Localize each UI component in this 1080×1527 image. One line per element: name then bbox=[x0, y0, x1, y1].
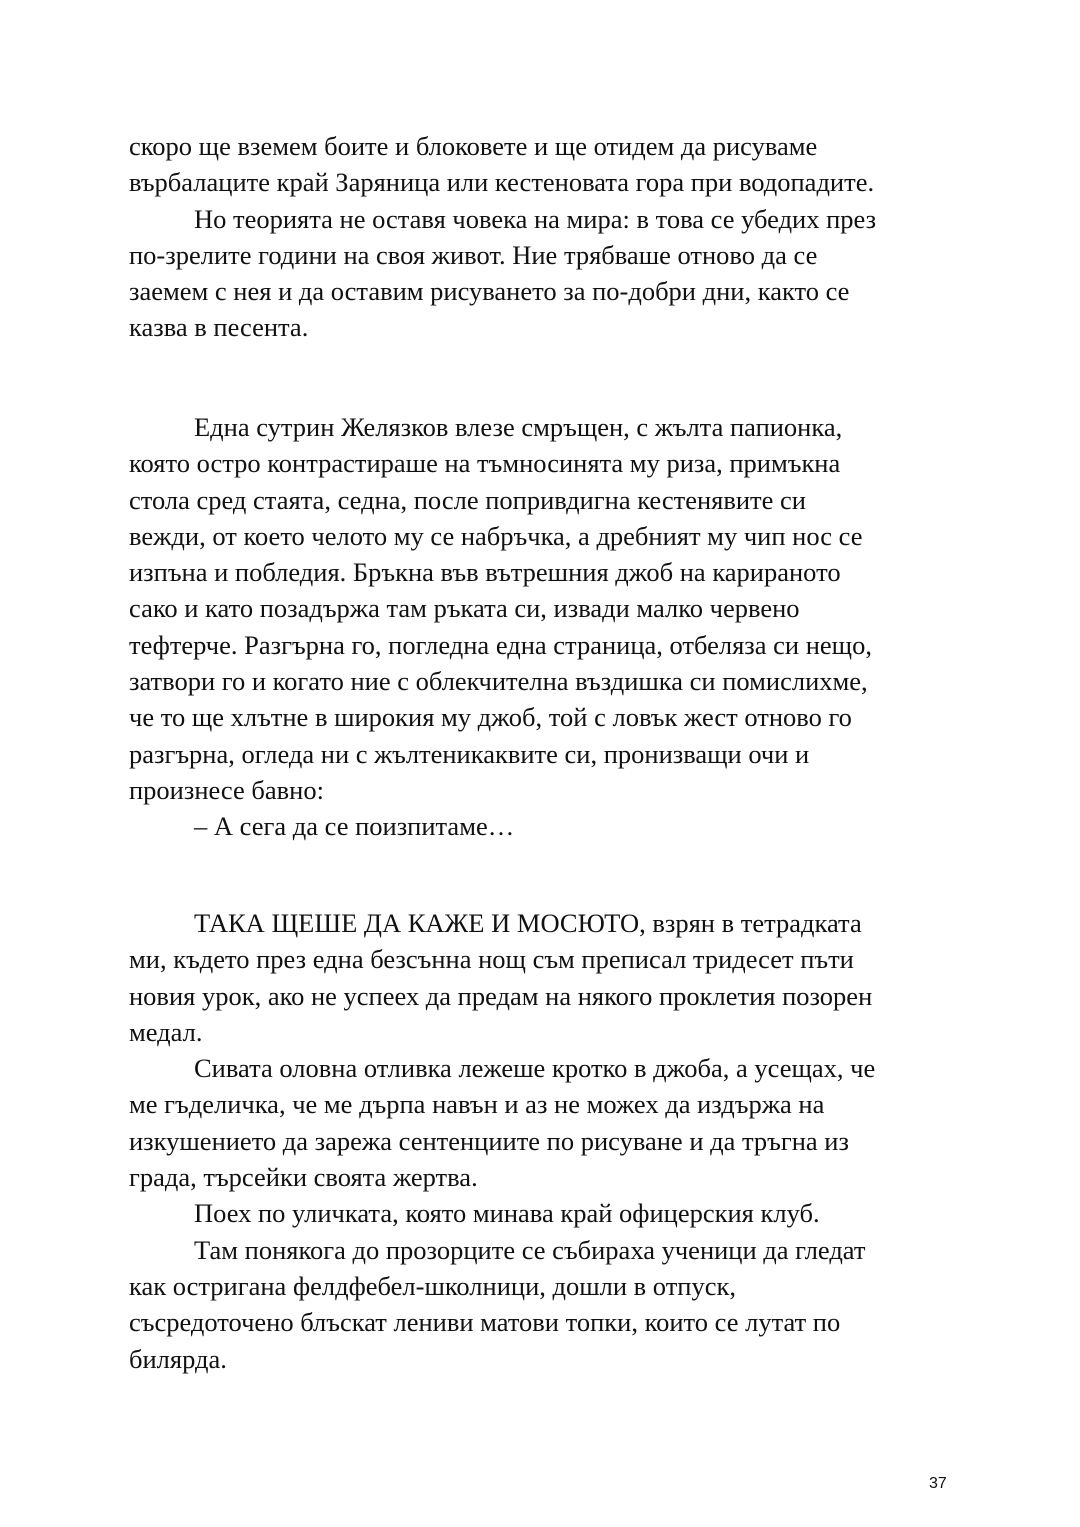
paragraph-line: заемем с нея и да оставим рисуването за по-добри дни, както се bbox=[129, 276, 850, 307]
paragraph-line: затвори го и когато ние с облекчителна въздишка си помислихме, bbox=[129, 666, 868, 697]
paragraph-first-line: Поех по уличката, която минава край офицерския клуб. bbox=[194, 1198, 820, 1229]
paragraph-first-line: Сивата оловна отливка лежеше кротко в джоба, а усещах, че bbox=[194, 1053, 876, 1084]
paragraph-first-line: Една сутрин Желязков влезе смръщен, с жълта папионка, bbox=[194, 412, 843, 442]
paragraph-line: че то ще хлътне в широкия му джоб, той с ловък жест отново го bbox=[129, 702, 852, 733]
paragraph-line: как остригана фелдфебел-школници, дошли в отпуск, bbox=[129, 1270, 736, 1301]
paragraph-line: новия урок, ако не успеех да предам на някого проклетия позорен bbox=[129, 980, 873, 1011]
paragraph-line: билярда. bbox=[129, 1343, 227, 1374]
paragraph-line: стола сред стаята, седна, после попривдигна кестенявите си bbox=[129, 484, 806, 515]
paragraph-first-line: Там понякога до прозорците се събираха ученици да гледат bbox=[194, 1234, 866, 1265]
paragraph-line: съсредоточено блъскат лениви матови топки, които се лутат по bbox=[129, 1307, 841, 1338]
paragraph-line: изкушението да зарежа сентенциите по рисуване и да тръгна из bbox=[129, 1125, 849, 1156]
paragraph-line: тефтерче. Разгърна го, погледна една страница, отбеляза си нещо, bbox=[129, 629, 872, 660]
paragraph-line: която остро контрастираше на тъмносинята му риза, примъкна bbox=[129, 448, 841, 479]
paragraph-line: сако и като позадържа там ръката си, извади малко червено bbox=[129, 593, 800, 624]
page-number: 37 bbox=[929, 1475, 947, 1492]
paragraph-line: ме гъделичка, че ме дърпа навън и аз не можех да издържа на bbox=[129, 1089, 825, 1120]
paragraph-line: скоро ще вземем боите и блоковете и ще отидем да рисуваме bbox=[129, 131, 818, 161]
paragraph-line: града, търсейки своята жертва. bbox=[129, 1162, 478, 1193]
dialogue-line: – А сега да се поизпитаме… bbox=[194, 811, 515, 842]
paragraph-line: произнесе бавно: bbox=[129, 774, 324, 805]
paragraph-line: ми, където през една безсънна нощ съм преписал тридесет пъти bbox=[129, 944, 854, 975]
text-block-bottom bbox=[129, 905, 959, 1377]
paragraph-line: върбалаците край Заряница или кестеновата гора при водопадите. bbox=[129, 167, 875, 198]
text-block-middle bbox=[129, 409, 959, 845]
text-block-top bbox=[129, 128, 959, 346]
paragraph-line: разгърна, огледа ни с жълтеникаквите си, пронизващи очи и bbox=[129, 738, 810, 769]
paragraph-first-line: Но теорията не оставя човека на мира: в това се убедих през bbox=[194, 203, 877, 234]
paragraph-line: медал. bbox=[129, 1016, 203, 1047]
paragraph-line: изпъна и побледия. Бръкна във вътрешния джоб на карираното bbox=[129, 557, 841, 588]
paragraph-line: казва в песента. bbox=[129, 312, 309, 343]
paragraph-line: по-зрелите години на своя живот. Ние трябваше отново да се bbox=[129, 239, 818, 270]
paragraph-line: вежди, от което челото му се набръчка, а дребният му чип нос се bbox=[129, 520, 863, 551]
paragraph-first-line: ТАКА ЩЕШЕ ДА КАЖЕ И МОСЮТО, взрян в тетрадката bbox=[194, 908, 862, 938]
